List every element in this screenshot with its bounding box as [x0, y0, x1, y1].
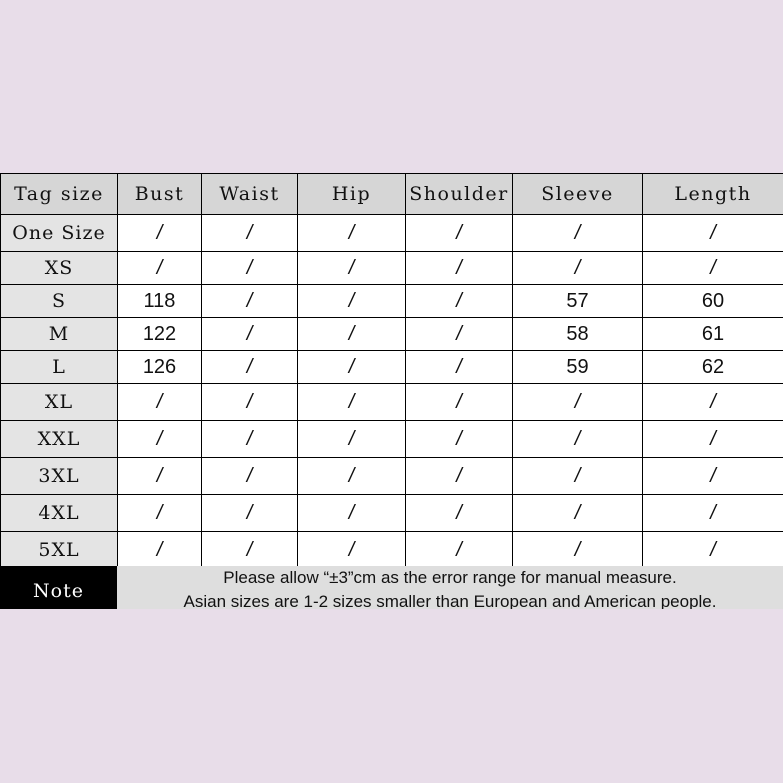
size-table: [0, 173, 783, 569]
sleeve-cell: 58: [513, 318, 643, 351]
waist-cell: /: [202, 495, 298, 532]
bust-cell: 126: [118, 351, 202, 384]
hip-cell: /: [298, 532, 406, 569]
bust-cell: /: [118, 532, 202, 569]
header-tag-size: Tag size: [1, 174, 118, 215]
bust-cell: /: [118, 252, 202, 285]
table-row: [1, 215, 783, 252]
length-cell: 60: [643, 285, 783, 318]
length-cell: /: [643, 458, 783, 495]
shoulder-cell: /: [406, 421, 513, 458]
size-label: 5XL: [1, 532, 118, 569]
size-label: L: [1, 351, 118, 384]
length-cell: 61: [643, 318, 783, 351]
bust-cell: 122: [118, 318, 202, 351]
hip-cell: /: [298, 495, 406, 532]
hip-cell: /: [298, 252, 406, 285]
waist-cell: /: [202, 252, 298, 285]
length-cell: 62: [643, 351, 783, 384]
sleeve-cell: /: [513, 215, 643, 252]
hip-cell: /: [298, 458, 406, 495]
shoulder-cell: /: [406, 215, 513, 252]
waist-cell: /: [202, 351, 298, 384]
shoulder-cell: /: [406, 458, 513, 495]
bust-cell: /: [118, 421, 202, 458]
table-row: [1, 384, 783, 421]
header-hip: Hip: [298, 174, 406, 215]
length-cell: /: [643, 421, 783, 458]
waist-cell: /: [202, 421, 298, 458]
shoulder-cell: /: [406, 252, 513, 285]
table-row: [1, 532, 783, 569]
length-cell: /: [643, 495, 783, 532]
header-bust: Bust: [118, 174, 202, 215]
shoulder-cell: /: [406, 351, 513, 384]
sleeve-cell: /: [513, 421, 643, 458]
shoulder-cell: /: [406, 495, 513, 532]
sleeve-cell: /: [513, 495, 643, 532]
size-label: S: [1, 285, 118, 318]
size-label: XXL: [1, 421, 118, 458]
waist-cell: /: [202, 215, 298, 252]
length-cell: /: [643, 215, 783, 252]
length-cell: /: [643, 384, 783, 421]
table-row: [1, 252, 783, 285]
sleeve-cell: /: [513, 384, 643, 421]
waist-cell: /: [202, 532, 298, 569]
note-text: [117, 566, 783, 609]
hip-cell: /: [298, 384, 406, 421]
bust-cell: /: [118, 384, 202, 421]
waist-cell: /: [202, 384, 298, 421]
table-row: [1, 458, 783, 495]
sleeve-cell: 59: [513, 351, 643, 384]
bust-cell: /: [118, 458, 202, 495]
length-cell: /: [643, 532, 783, 569]
hip-cell: /: [298, 318, 406, 351]
bust-cell: /: [118, 215, 202, 252]
size-label: M: [1, 318, 118, 351]
size-label: XL: [1, 384, 118, 421]
sleeve-cell: /: [513, 458, 643, 495]
size-label: 3XL: [1, 458, 118, 495]
bust-cell: 118: [118, 285, 202, 318]
sleeve-cell: 57: [513, 285, 643, 318]
waist-cell: /: [202, 318, 298, 351]
header-sleeve: Sleeve: [513, 174, 643, 215]
waist-cell: /: [202, 285, 298, 318]
hip-cell: /: [298, 285, 406, 318]
header-length: Length: [643, 174, 783, 215]
hip-cell: /: [298, 215, 406, 252]
hip-cell: /: [298, 421, 406, 458]
bust-cell: /: [118, 495, 202, 532]
note-line-tolerance: Please allow “±3”cm as the error range for manual measure.: [223, 568, 677, 587]
size-label: XS: [1, 252, 118, 285]
shoulder-cell: /: [406, 318, 513, 351]
size-label: One Size: [1, 215, 118, 252]
shoulder-cell: /: [406, 532, 513, 569]
header-row: [1, 174, 783, 215]
table-row: [1, 421, 783, 458]
table-row: [1, 318, 783, 351]
sleeve-cell: /: [513, 252, 643, 285]
note-line-asian-sizes: Asian sizes are 1-2 sizes smaller than European and American people.: [183, 592, 717, 609]
table-row: [1, 351, 783, 384]
table-row: [1, 285, 783, 318]
size-label: 4XL: [1, 495, 118, 532]
hip-cell: /: [298, 351, 406, 384]
shoulder-cell: /: [406, 285, 513, 318]
length-cell: /: [643, 252, 783, 285]
table-row: [1, 495, 783, 532]
note-row: [0, 566, 783, 609]
waist-cell: /: [202, 458, 298, 495]
shoulder-cell: /: [406, 384, 513, 421]
header-waist: Waist: [202, 174, 298, 215]
header-shoulder: Shoulder: [406, 174, 513, 215]
note-label: Note: [0, 566, 117, 609]
size-chart: [0, 173, 783, 609]
sleeve-cell: /: [513, 532, 643, 569]
